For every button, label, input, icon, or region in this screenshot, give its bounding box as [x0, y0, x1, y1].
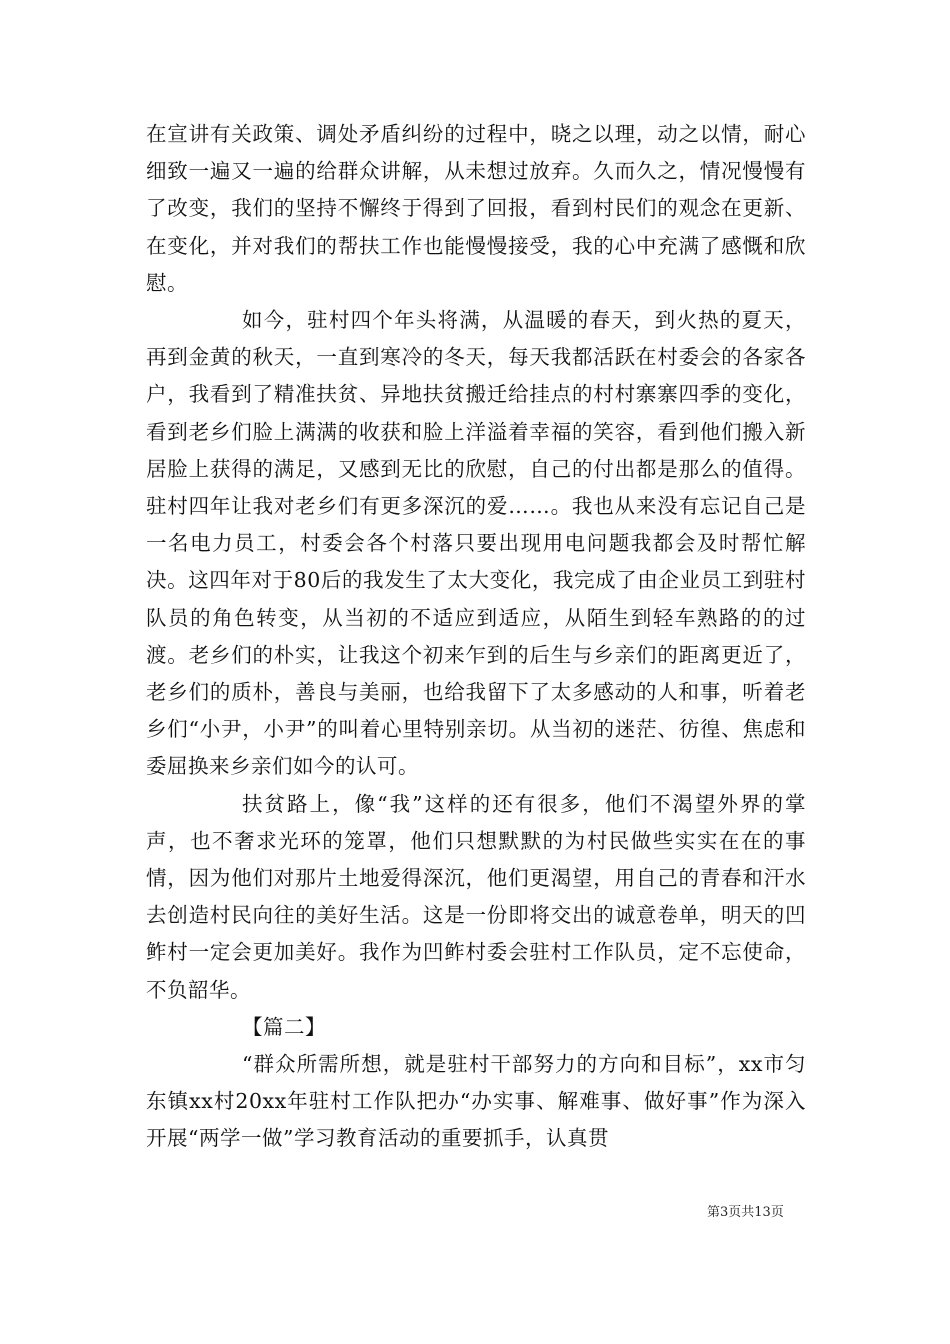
section-heading-part-two: 【篇二】 — [242, 1014, 326, 1039]
paragraph-part-two-intro: “群众所需所想，就是驻村干部努力的方向和目标”，xx市匀东镇xx村20xx年驻村工作队把办“办实事、解难事、做好事”作为深入开展“两学一做”学习教育活动的重要抓手，认真贯 — [146, 1052, 806, 1151]
document-body — [146, 116, 806, 1158]
paragraph-village-four-years: 如今，驻村四个年头将满，从温暖的春天，到火热的夏天，再到金黄的秋天，一直到寒冷的冬天，每天我都活跃在村委会的各家各户，我看到了精准扶贫、异地扶贫搬迁给挂点的村村寨寨四季的变化，看到老乡们脸上满满的收获和脸上洋溢着幸福的笑容，看到他们搬入新居脸上获得的满足，又感到无比的欣慰，自己的付出都是那么的值得。驻村四年让我对老乡们有更多深沉的爱……。我也从来没有忘记自己是一名电力员工，村委会各个村落只要出现用电问题我都会及时帮忙解决。这四年对于80后的我发生了太大变化，我完成了由企业员工到驻村队员的角色转变，从当初的不适应到适应，从陌生到轻车熟路的的过渡。老乡们的朴实，让我这个初来乍到的后生与乡亲们的距离更近了，老乡们的质朴，善良与美丽，也给我留下了太多感动的人和事，听着老乡们“小尹，小尹”的叫着心里特别亲切。从当初的迷茫、彷徨、焦虑和委屈换来乡亲们如今的认可。 — [146, 308, 806, 779]
page-number-footer: 第3页共13页 — [707, 1205, 784, 1220]
paragraph-continuation: 在宣讲有关政策、调处矛盾纠纷的过程中，晓之以理，动之以情，耐心细致一遍又一遍的给群众讲解，从未想过放弃。久而久之，情况慢慢有了改变，我们的坚持不懈终于得到了回报，看到村民们的观念在更新、在变化，并对我们的帮扶工作也能慢慢接受，我的心中充满了感慨和欣慰。 — [146, 122, 806, 295]
paragraph-poverty-alleviation-road: 扶贫路上，像“我”这样的还有很多，他们不渴望外界的掌声，也不奢求光环的笼罩，他们只想默默的为村民做些实实在在的事情，因为他们对那片土地爱得深沉，他们更渴望，用自己的青春和汗水去创造村民向往的美好生活。这是一份即将交出的诚意卷单，明天的凹鲊村一定会更加美好。我作为凹鲊村委会驻村工作队员，定不忘使命，不负韶华。 — [146, 791, 806, 1002]
